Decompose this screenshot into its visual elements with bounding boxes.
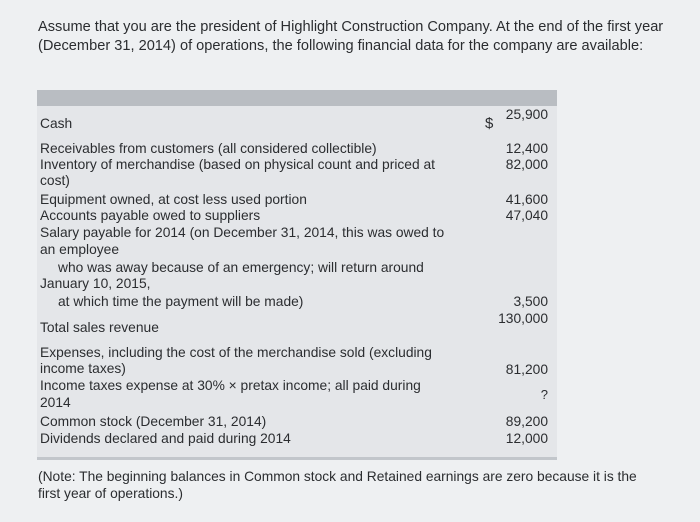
row-value-inventory: 82,000 (505, 157, 548, 172)
row-label-salary-line4: January 10, 2015, (40, 276, 151, 291)
table-header-bar (37, 90, 557, 106)
row-value-accounts-payable: 47,040 (505, 208, 548, 223)
row-label-common-stock: Common stock (December 31, 2014) (40, 414, 267, 429)
row-label-salary-line2: an employee (40, 242, 120, 257)
row-label-salary-line3: who was away because of an emergency; will return around (58, 260, 424, 275)
problem-intro: Assume that you are the president of Highlight Construction Company. At the end of the first year (December 31, 2014) of operations, the following financial data for the company are available: (38, 19, 664, 54)
row-label-accounts-payable: Accounts payable owed to suppliers (40, 208, 261, 223)
row-value-receivables: 12,400 (505, 141, 548, 156)
note-text: (Note: The beginning balances in Common stock and Retained earnings are zero because it is the first year of operations.) (38, 469, 637, 501)
row-label-equipment: Equipment owned, at cost less used portion (40, 192, 307, 207)
row-value-expenses: 81,200 (505, 362, 548, 377)
row-value-salary-payable: 3,500 (513, 294, 548, 309)
row-label-salary-line5: at which time the payment will be made) (58, 294, 304, 309)
row-label-income-taxes-line2: 2014 (40, 395, 71, 410)
currency-symbol: $ (485, 115, 494, 132)
table-bottom-rule (37, 457, 557, 460)
row-value-equipment: 41,600 (505, 192, 548, 207)
row-label-dividends: Dividends declared and paid during 2014 (40, 431, 291, 446)
row-value-sales-revenue: 130,000 (498, 311, 548, 326)
row-label-salary-line1: Salary payable for 2014 (on December 31, 2014, this was owed to (40, 225, 445, 240)
row-label-sales-revenue: Total sales revenue (40, 320, 159, 335)
row-label-income-taxes-line1: Income taxes expense at 30% × pretax income; all paid during (40, 378, 421, 393)
row-label-receivables: Receivables from customers (all considered collectible) (40, 141, 377, 156)
row-value-cash: 25,900 (505, 107, 548, 122)
row-label-expenses-line2: income taxes) (40, 361, 126, 376)
row-label-inventory-line2: cost) (40, 173, 70, 188)
row-value-dividends: 12,000 (505, 431, 548, 446)
row-value-common-stock: 89,200 (505, 414, 548, 429)
row-label-cash: Cash (40, 116, 73, 131)
row-label-expenses-line1: Expenses, including the cost of the merchandise sold (excluding (40, 345, 432, 360)
row-label-inventory-line1: Inventory of merchandise (based on physical count and priced at (40, 157, 435, 172)
row-value-income-taxes: ? (540, 387, 548, 402)
